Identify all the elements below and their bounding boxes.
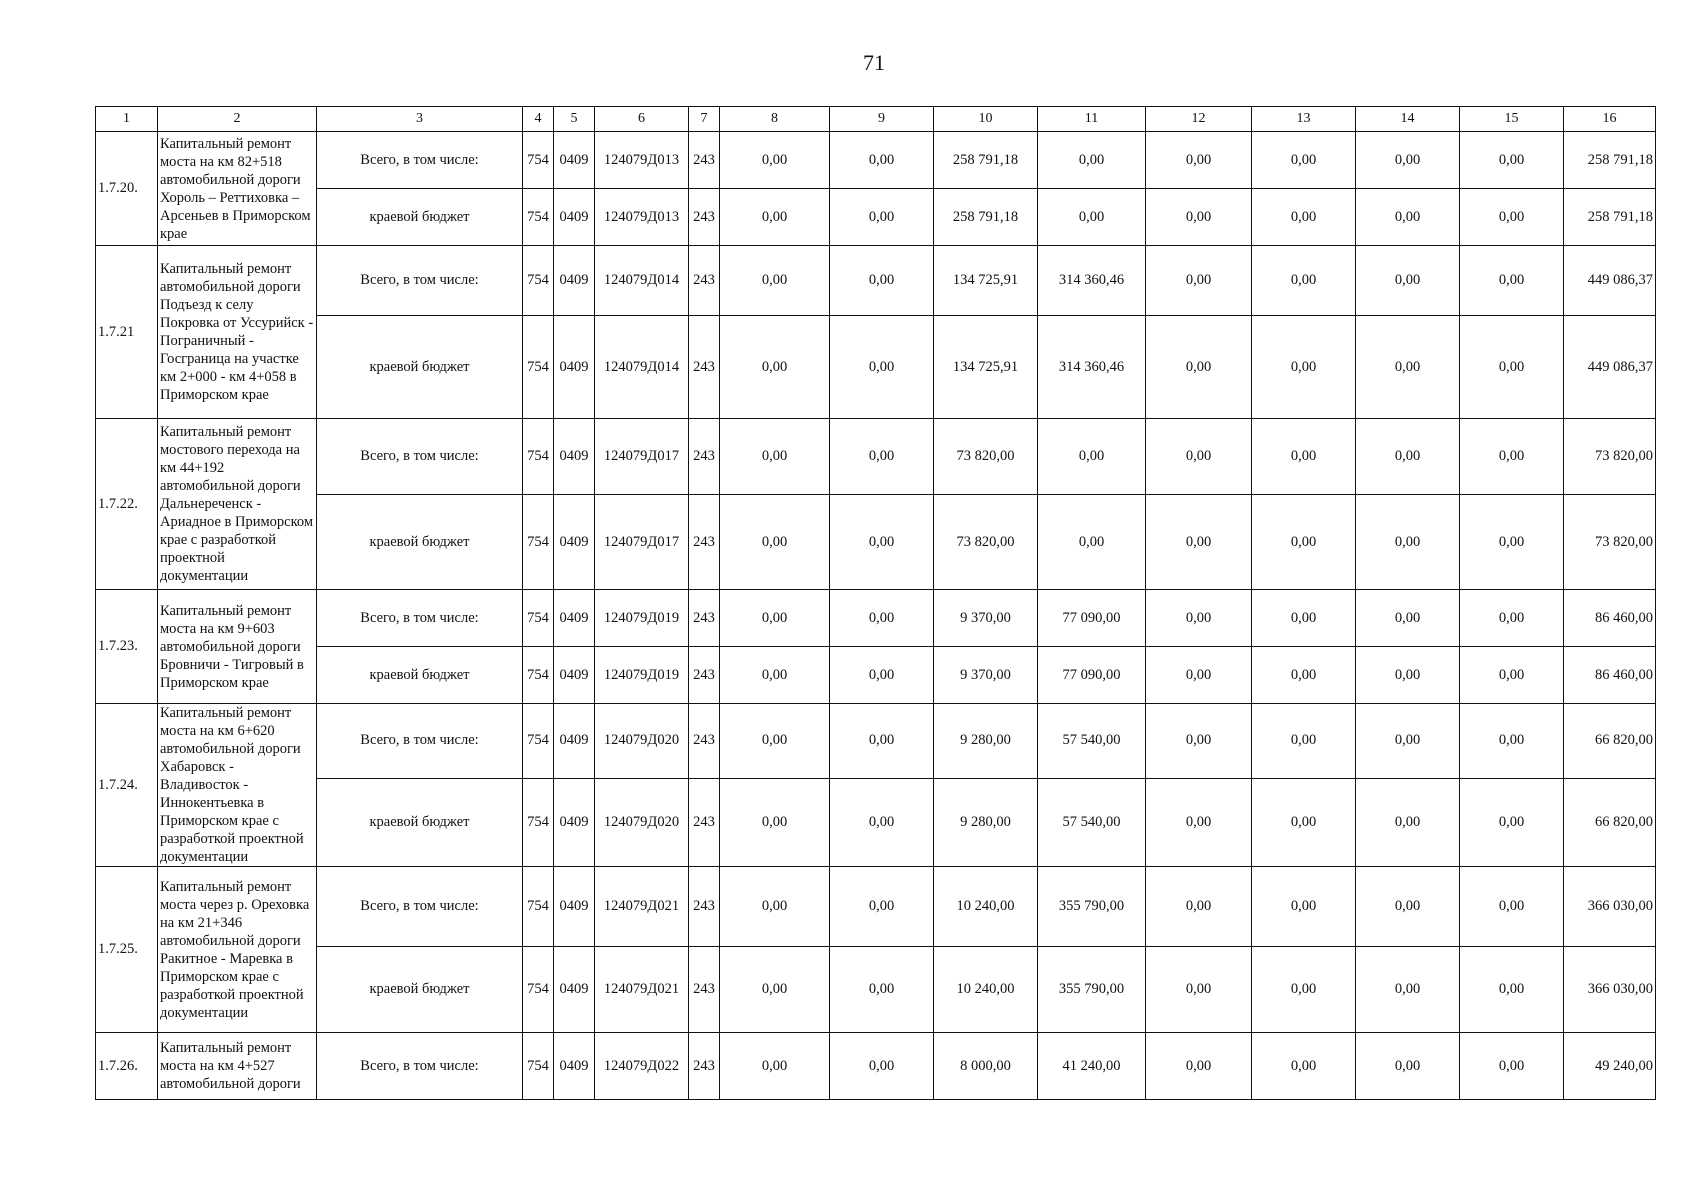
item-name: Капитальный ремонт моста на км 6+620 автомобильной дороги Хабаровск - Владивосток - Иннокентьевка в Приморском крае с разработкой проектной документации bbox=[158, 704, 317, 867]
amount-total: 73 820,00 bbox=[1564, 495, 1656, 590]
amount-c13: 0,00 bbox=[1252, 495, 1356, 590]
code-c4: 754 bbox=[523, 132, 554, 189]
funding-type: краевой бюджет bbox=[317, 495, 523, 590]
amount-c14: 0,00 bbox=[1356, 947, 1460, 1033]
table-row bbox=[96, 867, 1656, 947]
code-c7: 243 bbox=[689, 495, 720, 590]
amount-c11: 0,00 bbox=[1038, 495, 1146, 590]
header-cell: 16 bbox=[1564, 107, 1656, 132]
amount-c12: 0,00 bbox=[1146, 246, 1252, 316]
amount-c11: 41 240,00 bbox=[1038, 1033, 1146, 1100]
code-c6: 124079Д017 bbox=[595, 419, 689, 495]
amount-c12: 0,00 bbox=[1146, 189, 1252, 246]
amount-c13: 0,00 bbox=[1252, 246, 1356, 316]
amount-total: 86 460,00 bbox=[1564, 590, 1656, 647]
table-row bbox=[96, 189, 1656, 246]
header-cell: 13 bbox=[1252, 107, 1356, 132]
code-c7: 243 bbox=[689, 1033, 720, 1100]
header-cell: 12 bbox=[1146, 107, 1252, 132]
code-c5: 0409 bbox=[554, 1033, 595, 1100]
code-c7: 243 bbox=[689, 867, 720, 947]
code-c4: 754 bbox=[523, 947, 554, 1033]
amount-total: 366 030,00 bbox=[1564, 867, 1656, 947]
item-number: 1.7.24. bbox=[96, 704, 158, 867]
amount-c12: 0,00 bbox=[1146, 590, 1252, 647]
amount-c9: 0,00 bbox=[830, 316, 934, 419]
amount-c8: 0,00 bbox=[720, 778, 830, 866]
amount-c12: 0,00 bbox=[1146, 778, 1252, 866]
amount-c8: 0,00 bbox=[720, 246, 830, 316]
amount-c15: 0,00 bbox=[1460, 590, 1564, 647]
amount-c8: 0,00 bbox=[720, 316, 830, 419]
amount-c11: 57 540,00 bbox=[1038, 704, 1146, 779]
code-c4: 754 bbox=[523, 867, 554, 947]
code-c7: 243 bbox=[689, 590, 720, 647]
amount-c15: 0,00 bbox=[1460, 778, 1564, 866]
code-c4: 754 bbox=[523, 495, 554, 590]
amount-c11: 314 360,46 bbox=[1038, 316, 1146, 419]
amount-c8: 0,00 bbox=[720, 647, 830, 704]
code-c4: 754 bbox=[523, 1033, 554, 1100]
amount-c10: 9 280,00 bbox=[934, 778, 1038, 866]
amount-c9: 0,00 bbox=[830, 495, 934, 590]
amount-c15: 0,00 bbox=[1460, 647, 1564, 704]
code-c7: 243 bbox=[689, 246, 720, 316]
amount-c13: 0,00 bbox=[1252, 647, 1356, 704]
code-c5: 0409 bbox=[554, 189, 595, 246]
code-c7: 243 bbox=[689, 419, 720, 495]
amount-total: 66 820,00 bbox=[1564, 778, 1656, 866]
table-row bbox=[96, 419, 1656, 495]
code-c6: 124079Д013 bbox=[595, 132, 689, 189]
header-cell: 7 bbox=[689, 107, 720, 132]
amount-c13: 0,00 bbox=[1252, 132, 1356, 189]
amount-c10: 9 280,00 bbox=[934, 704, 1038, 779]
code-c6: 124079Д017 bbox=[595, 495, 689, 590]
amount-c8: 0,00 bbox=[720, 495, 830, 590]
header-cell: 14 bbox=[1356, 107, 1460, 132]
code-c6: 124079Д019 bbox=[595, 647, 689, 704]
amount-c8: 0,00 bbox=[720, 590, 830, 647]
amount-c12: 0,00 bbox=[1146, 947, 1252, 1033]
amount-c10: 134 725,91 bbox=[934, 316, 1038, 419]
amount-c14: 0,00 bbox=[1356, 316, 1460, 419]
amount-c13: 0,00 bbox=[1252, 419, 1356, 495]
code-c6: 124079Д020 bbox=[595, 704, 689, 779]
code-c5: 0409 bbox=[554, 590, 595, 647]
header-cell: 15 bbox=[1460, 107, 1564, 132]
code-c5: 0409 bbox=[554, 778, 595, 866]
amount-c11: 77 090,00 bbox=[1038, 590, 1146, 647]
table-row bbox=[96, 132, 1656, 189]
item-number: 1.7.23. bbox=[96, 590, 158, 704]
code-c6: 124079Д019 bbox=[595, 590, 689, 647]
amount-c15: 0,00 bbox=[1460, 316, 1564, 419]
amount-c14: 0,00 bbox=[1356, 590, 1460, 647]
code-c7: 243 bbox=[689, 947, 720, 1033]
code-c5: 0409 bbox=[554, 419, 595, 495]
amount-c11: 0,00 bbox=[1038, 132, 1146, 189]
code-c5: 0409 bbox=[554, 947, 595, 1033]
code-c7: 243 bbox=[689, 704, 720, 779]
code-c6: 124079Д020 bbox=[595, 778, 689, 866]
code-c6: 124079Д021 bbox=[595, 947, 689, 1033]
item-number: 1.7.21 bbox=[96, 246, 158, 419]
amount-c12: 0,00 bbox=[1146, 704, 1252, 779]
amount-c12: 0,00 bbox=[1146, 867, 1252, 947]
amount-c10: 73 820,00 bbox=[934, 419, 1038, 495]
amount-c8: 0,00 bbox=[720, 189, 830, 246]
table-row bbox=[96, 647, 1656, 704]
header-cell: 3 bbox=[317, 107, 523, 132]
amount-c10: 10 240,00 bbox=[934, 947, 1038, 1033]
amount-c9: 0,00 bbox=[830, 189, 934, 246]
amount-c14: 0,00 bbox=[1356, 246, 1460, 316]
table-row bbox=[96, 316, 1656, 419]
table-row bbox=[96, 778, 1656, 866]
amount-c9: 0,00 bbox=[830, 647, 934, 704]
amount-c12: 0,00 bbox=[1146, 647, 1252, 704]
amount-c15: 0,00 bbox=[1460, 1033, 1564, 1100]
code-c4: 754 bbox=[523, 419, 554, 495]
amount-c11: 57 540,00 bbox=[1038, 778, 1146, 866]
header-row bbox=[96, 107, 1656, 132]
amount-c14: 0,00 bbox=[1356, 1033, 1460, 1100]
amount-c10: 134 725,91 bbox=[934, 246, 1038, 316]
code-c4: 754 bbox=[523, 246, 554, 316]
funding-type: Всего, в том числе: bbox=[317, 704, 523, 779]
amount-c15: 0,00 bbox=[1460, 704, 1564, 779]
amount-c12: 0,00 bbox=[1146, 316, 1252, 419]
amount-c10: 9 370,00 bbox=[934, 647, 1038, 704]
amount-total: 449 086,37 bbox=[1564, 316, 1656, 419]
amount-c11: 0,00 bbox=[1038, 189, 1146, 246]
amount-total: 73 820,00 bbox=[1564, 419, 1656, 495]
code-c6: 124079Д014 bbox=[595, 316, 689, 419]
amount-c10: 258 791,18 bbox=[934, 132, 1038, 189]
amount-c11: 0,00 bbox=[1038, 419, 1146, 495]
code-c7: 243 bbox=[689, 316, 720, 419]
table-row bbox=[96, 1033, 1656, 1100]
item-number: 1.7.25. bbox=[96, 867, 158, 1033]
code-c4: 754 bbox=[523, 778, 554, 866]
code-c7: 243 bbox=[689, 778, 720, 866]
amount-c15: 0,00 bbox=[1460, 947, 1564, 1033]
amount-total: 86 460,00 bbox=[1564, 647, 1656, 704]
amount-c14: 0,00 bbox=[1356, 778, 1460, 866]
code-c5: 0409 bbox=[554, 867, 595, 947]
header-cell: 4 bbox=[523, 107, 554, 132]
item-name: Капитальный ремонт моста через р. Ореховка на км 21+346 автомобильной дороги Ракитное - Маревка в Приморском крае с разработкой проектной документации bbox=[158, 867, 317, 1033]
amount-c9: 0,00 bbox=[830, 778, 934, 866]
item-number: 1.7.20. bbox=[96, 132, 158, 246]
code-c6: 124079Д013 bbox=[595, 189, 689, 246]
amount-c13: 0,00 bbox=[1252, 189, 1356, 246]
code-c5: 0409 bbox=[554, 647, 595, 704]
amount-c14: 0,00 bbox=[1356, 704, 1460, 779]
code-c7: 243 bbox=[689, 189, 720, 246]
item-name: Капитальный ремонт моста на км 9+603 автомобильной дороги Бровничи - Тигровый в Приморском крае bbox=[158, 590, 317, 704]
funding-type: Всего, в том числе: bbox=[317, 419, 523, 495]
amount-c15: 0,00 bbox=[1460, 867, 1564, 947]
amount-total: 66 820,00 bbox=[1564, 704, 1656, 779]
code-c5: 0409 bbox=[554, 704, 595, 779]
header-cell: 6 bbox=[595, 107, 689, 132]
table-body bbox=[96, 132, 1656, 1100]
funding-type: краевой бюджет bbox=[317, 647, 523, 704]
table-row bbox=[96, 947, 1656, 1033]
amount-c14: 0,00 bbox=[1356, 419, 1460, 495]
amount-c15: 0,00 bbox=[1460, 495, 1564, 590]
amount-c8: 0,00 bbox=[720, 947, 830, 1033]
amount-c9: 0,00 bbox=[830, 590, 934, 647]
amount-total: 366 030,00 bbox=[1564, 947, 1656, 1033]
amount-c10: 73 820,00 bbox=[934, 495, 1038, 590]
amount-c9: 0,00 bbox=[830, 947, 934, 1033]
amount-c13: 0,00 bbox=[1252, 947, 1356, 1033]
amount-c10: 9 370,00 bbox=[934, 590, 1038, 647]
code-c5: 0409 bbox=[554, 132, 595, 189]
amount-c12: 0,00 bbox=[1146, 1033, 1252, 1100]
header-cell: 2 bbox=[158, 107, 317, 132]
amount-c9: 0,00 bbox=[830, 132, 934, 189]
amount-total: 258 791,18 bbox=[1564, 189, 1656, 246]
item-name: Капитальный ремонт моста на км 4+527 автомобильной дороги bbox=[158, 1033, 317, 1100]
amount-total: 49 240,00 bbox=[1564, 1033, 1656, 1100]
amount-c13: 0,00 bbox=[1252, 316, 1356, 419]
funding-type: Всего, в том числе: bbox=[317, 246, 523, 316]
table-row bbox=[96, 704, 1656, 779]
amount-c14: 0,00 bbox=[1356, 189, 1460, 246]
amount-c14: 0,00 bbox=[1356, 867, 1460, 947]
amount-c9: 0,00 bbox=[830, 867, 934, 947]
header-cell: 1 bbox=[96, 107, 158, 132]
funding-type: краевой бюджет bbox=[317, 778, 523, 866]
amount-c10: 10 240,00 bbox=[934, 867, 1038, 947]
funding-type: Всего, в том числе: bbox=[317, 132, 523, 189]
amount-c11: 355 790,00 bbox=[1038, 947, 1146, 1033]
page-number: 71 bbox=[863, 50, 885, 75]
item-number: 1.7.22. bbox=[96, 419, 158, 590]
code-c4: 754 bbox=[523, 189, 554, 246]
code-c6: 124079Д014 bbox=[595, 246, 689, 316]
code-c6: 124079Д022 bbox=[595, 1033, 689, 1100]
code-c7: 243 bbox=[689, 132, 720, 189]
amount-c12: 0,00 bbox=[1146, 419, 1252, 495]
funding-type: Всего, в том числе: bbox=[317, 590, 523, 647]
amount-total: 258 791,18 bbox=[1564, 132, 1656, 189]
code-c4: 754 bbox=[523, 590, 554, 647]
amount-c13: 0,00 bbox=[1252, 590, 1356, 647]
amount-c15: 0,00 bbox=[1460, 419, 1564, 495]
amount-c11: 314 360,46 bbox=[1038, 246, 1146, 316]
amount-c9: 0,00 bbox=[830, 704, 934, 779]
item-name: Капитальный ремонт моста на км 82+518 автомобильной дороги Хороль – Реттиховка – Арсеньев в Приморском крае bbox=[158, 132, 317, 246]
code-c6: 124079Д021 bbox=[595, 867, 689, 947]
item-name: Капитальный ремонт мостового перехода на км 44+192 автомобильной дороги Дальнереченск - Ариадное в Приморском крае с разработкой проектной документации bbox=[158, 419, 317, 590]
funding-type: краевой бюджет bbox=[317, 316, 523, 419]
code-c4: 754 bbox=[523, 647, 554, 704]
code-c5: 0409 bbox=[554, 246, 595, 316]
amount-c12: 0,00 bbox=[1146, 495, 1252, 590]
funding-type: краевой бюджет bbox=[317, 947, 523, 1033]
amount-c14: 0,00 bbox=[1356, 495, 1460, 590]
amount-c9: 0,00 bbox=[830, 246, 934, 316]
amount-c11: 77 090,00 bbox=[1038, 647, 1146, 704]
amount-c12: 0,00 bbox=[1146, 132, 1252, 189]
amount-c9: 0,00 bbox=[830, 1033, 934, 1100]
item-name: Капитальный ремонт автомобильной дороги Подъезд к селу Покровка от Уссурийск - Пограничный - Госграница на участке км 2+000 - км 4+058 в Приморском крае bbox=[158, 246, 317, 419]
funding-type: Всего, в том числе: bbox=[317, 1033, 523, 1100]
amount-c15: 0,00 bbox=[1460, 246, 1564, 316]
header-cell: 10 bbox=[934, 107, 1038, 132]
code-c7: 243 bbox=[689, 647, 720, 704]
table-row bbox=[96, 246, 1656, 316]
code-c5: 0409 bbox=[554, 495, 595, 590]
budget-table bbox=[95, 106, 1656, 1100]
amount-total: 449 086,37 bbox=[1564, 246, 1656, 316]
amount-c15: 0,00 bbox=[1460, 132, 1564, 189]
code-c5: 0409 bbox=[554, 316, 595, 419]
header-cell: 5 bbox=[554, 107, 595, 132]
amount-c11: 355 790,00 bbox=[1038, 867, 1146, 947]
table-row bbox=[96, 495, 1656, 590]
amount-c9: 0,00 bbox=[830, 419, 934, 495]
code-c4: 754 bbox=[523, 316, 554, 419]
amount-c13: 0,00 bbox=[1252, 704, 1356, 779]
amount-c8: 0,00 bbox=[720, 132, 830, 189]
header-cell: 9 bbox=[830, 107, 934, 132]
header-cell: 8 bbox=[720, 107, 830, 132]
amount-c8: 0,00 bbox=[720, 1033, 830, 1100]
header-cell: 11 bbox=[1038, 107, 1146, 132]
code-c4: 754 bbox=[523, 704, 554, 779]
amount-c10: 8 000,00 bbox=[934, 1033, 1038, 1100]
funding-type: Всего, в том числе: bbox=[317, 867, 523, 947]
amount-c8: 0,00 bbox=[720, 704, 830, 779]
funding-type: краевой бюджет bbox=[317, 189, 523, 246]
table-row bbox=[96, 590, 1656, 647]
amount-c8: 0,00 bbox=[720, 419, 830, 495]
amount-c15: 0,00 bbox=[1460, 189, 1564, 246]
amount-c8: 0,00 bbox=[720, 867, 830, 947]
amount-c13: 0,00 bbox=[1252, 867, 1356, 947]
amount-c13: 0,00 bbox=[1252, 778, 1356, 866]
amount-c14: 0,00 bbox=[1356, 132, 1460, 189]
amount-c14: 0,00 bbox=[1356, 647, 1460, 704]
amount-c13: 0,00 bbox=[1252, 1033, 1356, 1100]
item-number: 1.7.26. bbox=[96, 1033, 158, 1100]
amount-c10: 258 791,18 bbox=[934, 189, 1038, 246]
